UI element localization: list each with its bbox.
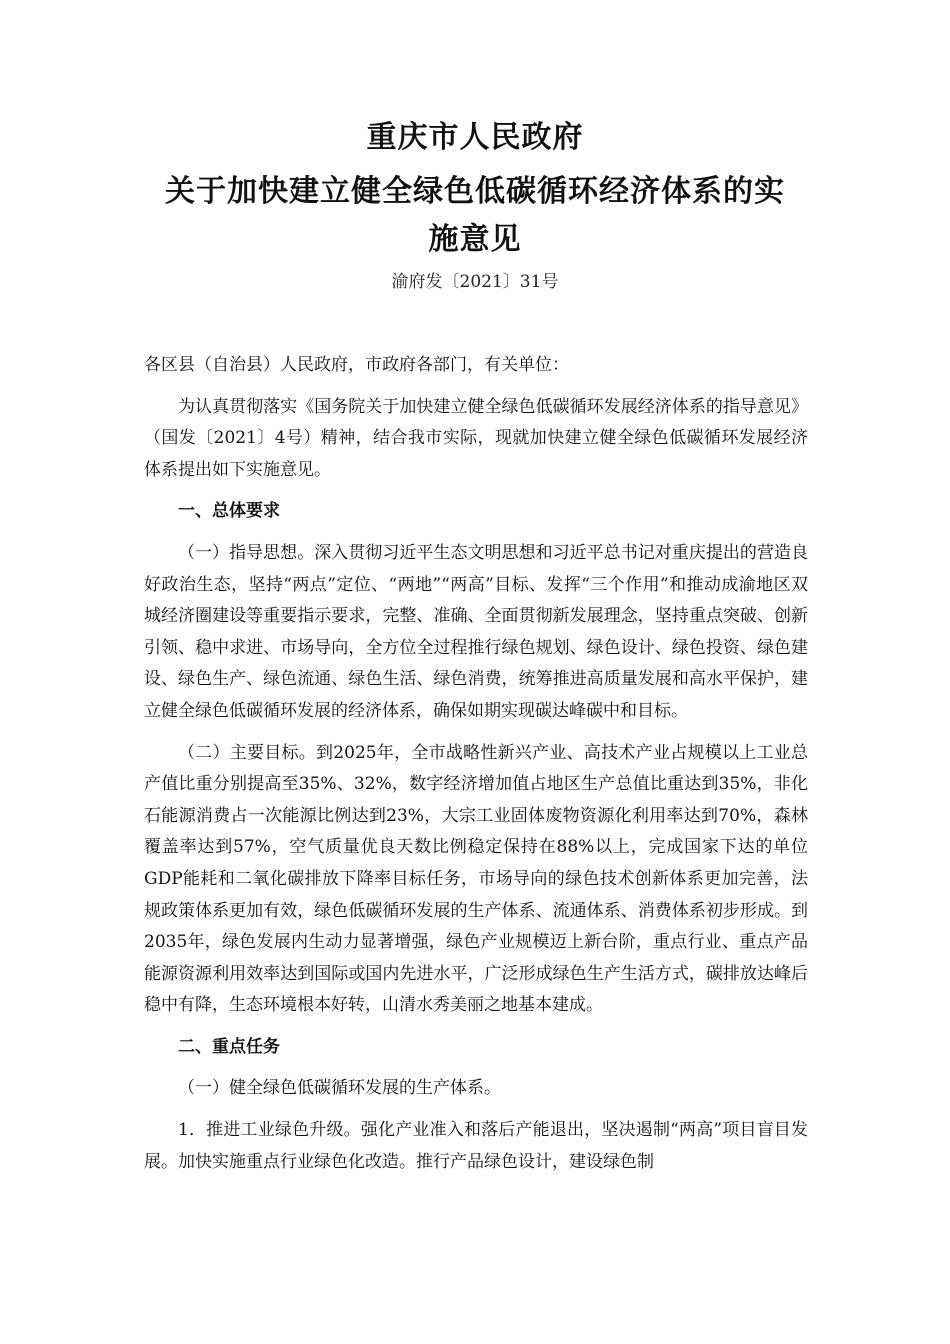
- main-targets-paragraph: （二）主要目标。到2025年，全市战略性新兴产业、高技术产业占规模以上工业总产值比重分别提高至35%、32%，数字经济增加值占地区生产总值比重达到35%，非化石能源消费占一次能源比例达到23%，大宗工业固体废物资源化利用率达到70%，森林覆盖率达到57%，空气质量优良天数比例稳定保持在88%以上，完成国家下达的单位GDP能耗和二氧化碳排放下降率目标任务，市场导向的绿色技术创新体系更加完善，法规政策体系更加有效，绿色低碳循环发展的生产体系、流通体系、消费体系初步形成。到2035年，绿色发展内生动力显著增强，绿色产业规模迈上新台阶，重点行业、重点产品能源资源利用效率达到国际或国内先进水平，广泛形成绿色生产生活方式，碳排放达峰后稳中有降，生态环境根本好转，山清水秀美丽之地基本建成。: [144, 742, 808, 1016]
- intro-paragraph: 为认真贯彻落实《国务院关于加快建立健全绿色低碳循环发展经济体系的指导意见》（国发〔2021〕4号）精神，结合我市实际，现就加快建立健全绿色低碳循环发展经济体系提出如下实施意见。: [144, 396, 808, 480]
- subsection-production-system: （一）健全绿色低碳循环发展的生产体系。: [178, 1078, 501, 1099]
- guiding-ideology-paragraph: （一）指导思想。深入贯彻习近平生态文明思想和习近平总书记对重庆提出的营造良好政治生态，坚持“两点”定位、“两地”“两高”目标、发挥“三个作用”和推动成渝地区双城经济圈建设等重要指示要求，完整、准确、全面贯彻新发展理念，坚持重点突破、创新引领、稳中求进、市场导向，全方位全过程推行绿色规划、绿色设计、绿色投资、绿色建设、绿色生产、绿色流通、绿色生活、绿色消费，统筹推进高质量发展和高水平保护，建立健全绿色低碳循环发展的经济体系，确保如期实现碳达峰碳中和目标。: [144, 542, 808, 721]
- addressee: 各区县（自治县）人民政府，市政府各部门，有关单位：: [144, 355, 569, 375]
- task-item-industrial-upgrade: 1．推进工业绿色升级。强化产业准入和落后产能退出，坚决遏制“两高”项目盲目发展。加快实施重点行业绿色化改造。推行产品绿色设计，建设绿色制: [144, 1120, 808, 1172]
- title-line-2: 关于加快建立健全绿色低碳循环经济体系的实: [165, 174, 785, 209]
- section-heading-key-tasks: 二、重点任务: [178, 1036, 280, 1057]
- title-line-1: 重庆市人民政府: [366, 120, 584, 155]
- document-body: [144, 350, 808, 1188]
- section-heading-general-requirements: 一、总体要求: [178, 501, 280, 522]
- title-line-3: 施意见: [428, 222, 522, 257]
- document-number: 渝府发〔2021〕31号: [391, 272, 559, 292]
